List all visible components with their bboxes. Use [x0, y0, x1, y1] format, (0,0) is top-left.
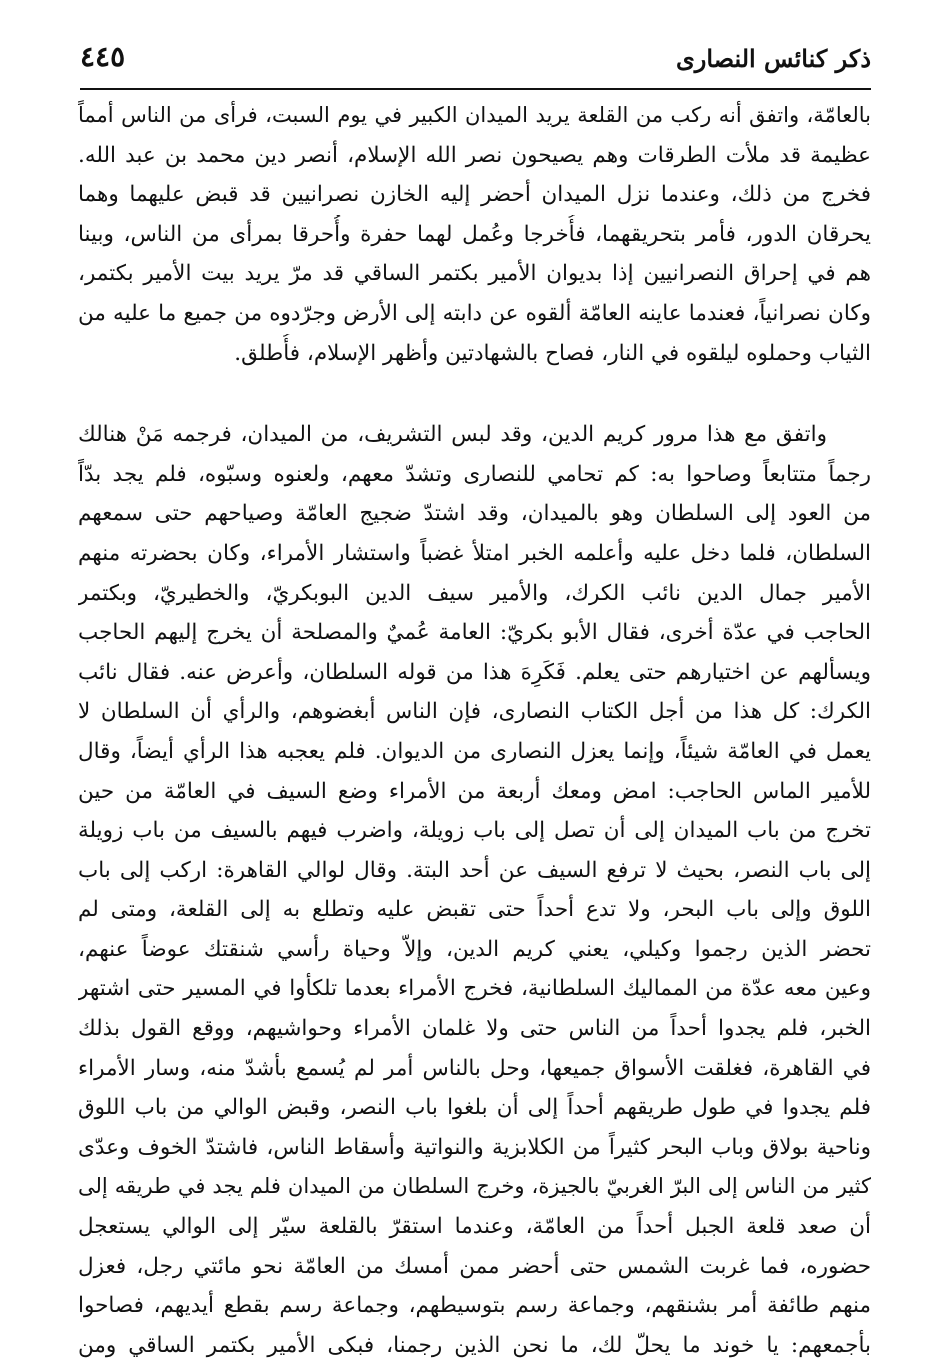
text-line: تحضر الذين رجموا وكيلي، يعني كريم الدين، وإلاّ وحياة رأسي شنقتك عوضاً عنهم،	[78, 936, 871, 962]
paragraph-1	[78, 96, 871, 373]
text-line: للأمير الماس الحاجب: امض ومعك أربعة من الأمراء وضع السيف في العامّة من حين	[78, 778, 871, 804]
text-line: كثير من الناس إلى البرّ الغربيّ بالجيزة، وخرج السلطان من الميدان فلم يجد في طريقه إلى	[78, 1174, 871, 1199]
paragraph-gap	[78, 373, 871, 415]
paragraph-2	[78, 415, 871, 1365]
running-title: ذكر كنائس النصارى	[675, 44, 871, 73]
text-line: يحرقان الدور، فأمر بتحريقهما، فأُخرجا وعُمل لهما حفرة وأُحرقا بمرأى من الناس، وبينا	[78, 221, 871, 247]
text-line: بالعامّة، واتفق أنه ركب من القلعة يريد الميدان الكبير في يوم السبت، فرأى من الناس أمماً	[78, 103, 871, 127]
text-line: واتفق مع هذا مرور كريم الدين، وقد لبس التشريف، من الميدان، فرجمه مَنْ هنالك	[78, 422, 827, 448]
text-line: حضوره، فما غربت الشمس حتى أحضر ممن أمسك من العامّة نحو مائتي رجل، فعزل	[78, 1253, 871, 1279]
text-line: الثياب وحملوه ليلقوه في النار، فصاح بالشهادتين وأظهر الإسلام، فأُطلق.	[234, 340, 871, 366]
text-line: فلم يجدوا في طول طريقهم أحداً إلى أن بلغوا باب النصر، وقبض الوالي من باب اللوق	[78, 1095, 871, 1121]
text-line: يعمل في العامّة شيئاً، وإنما يعزل النصارى من الديوان. فلم يعجبه هذا الرأي أيضاً، وقال	[78, 738, 871, 764]
text-line: عظيمة قد ملأت الطرقات وهم يصيحون نصر الله الإسلام، أنصر دين محمد بن عبد الله.	[78, 142, 871, 168]
page-header	[80, 38, 871, 86]
text-line: اللوق وإلى باب البحر، ولا تدع أحداً حتى تقبض عليه وتطلع به إلى القلعة، ومتى لم	[78, 897, 871, 923]
text-line: الحاجب في عدّة أخرى، فقال الأبو بكريّ: العامة عُميٌ والمصلحة أن يخرج إليهم الحاجب	[78, 620, 871, 646]
text-line: السلطان، فلما دخل عليه وأعلمه الخبر امتلأ غضباً واستشار الأمراء، وكان بحضرته منهم	[78, 540, 871, 566]
text-line: في القاهرة، فغلقت الأسواق جميعها، وحل بالناس أمر لم يُسمع بأشدّ منه، وسار الأمراء	[78, 1055, 871, 1081]
text-line: تخرج من باب الميدان إلى أن تصل إلى باب زويلة، واضرب فيهم بالسيف من باب زويلة	[78, 818, 871, 844]
text-line: وكان نصرانياً، فعندما عاينه العامّة ألقوه عن دابته إلى الأرض وجرّدوه من جميع ما عليه من	[78, 300, 871, 326]
body-text	[78, 96, 871, 1365]
text-line: من العود إلى السلطان وهو بالميدان، وقد اشتدّ ضجيج العامّة وصياحهم حتى سمعهم	[78, 501, 871, 527]
text-line: وناحية بولاق وباب البحر كثيراً من الكلابزية والنواتية وأسقاط الناس، فاشتدّ الخوف وعدّى	[78, 1134, 871, 1160]
header-divider	[80, 88, 871, 90]
text-line: الكرك: كل هذا من أجل الكتاب النصارى، فإن الناس أبغضوهم، والرأي أن السلطان لا	[78, 699, 871, 725]
text-line: هم في إحراق النصرانيين إذا بديوان الأمير بكتمر الساقي قد مرّ يريد بيت الأمير بكتمر،	[78, 261, 871, 287]
text-line: رجماً متتابعاً وصاحوا به: كم تحامي للنصارى وتشدّ معهم، ولعنوه وسبّوه، فلم يجد بدّاً	[78, 461, 871, 487]
text-line: إلى باب النصر، بحيث لا ترفع السيف عن أحد البتة. وقال لوالي القاهرة: اركب إلى باب	[78, 857, 871, 883]
text-line: الأمير جمال الدين نائب الكرك، والأمير سيف الدين البوبكريّ، والخطيريّ، وبكتمر	[78, 580, 871, 606]
text-line: منهم طائفة أمر بشنقهم، وجماعة رسم بتوسيطهم، وجماعة رسم بقطع أيديهم، فصاحوا	[78, 1293, 871, 1319]
text-line: ويسألهم عن اختيارهم حتى يعلم. فَكَرِهَ هذا من قوله السلطان، وأعرض عنه. فقال نائب	[78, 659, 871, 685]
text-line: وعين معه عدّة من المماليك السلطانية، فخرج الأمراء بعدما تلكأوا في المسير حتى اشتهر	[78, 976, 871, 1002]
page-number: ٤٤٥	[80, 40, 126, 73]
text-line: أن صعد قلعة الجبل أحداً من العامّة، وعندما استقرّ بالقلعة سيّر إلى الوالي يستعجل	[78, 1214, 871, 1240]
text-line: فخرج من ذلك، وعندما نزل الميدان أحضر إليه الخازن نصرانيين قد قبض عليهما وهما	[78, 182, 871, 208]
text-line: بأجمعهم: يا خوند ما يحلّ لك، ما نحن الذين رجمنا، فبكى الأمير بكتمر الساقي ومن	[78, 1332, 871, 1358]
text-line: الخبر، فلم يجدوا أحداً من الناس حتى ولا غلمان الأمراء وحواشيهم، ووقع القول بذلك	[78, 1016, 871, 1042]
